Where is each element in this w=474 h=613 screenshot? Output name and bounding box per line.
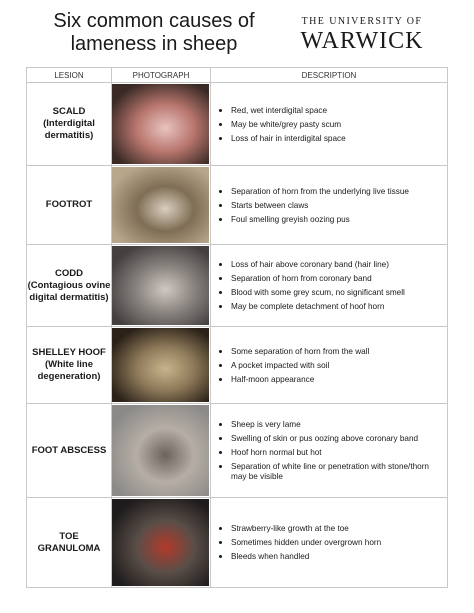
photo-cell: [112, 327, 211, 404]
column-header-lesion: LESION: [27, 68, 112, 83]
lesion-name: TOE GRANULOMA: [27, 498, 112, 588]
lesion-name: CODD (Contagious ovine digital dermatitis): [27, 245, 112, 327]
photo-cell: [112, 498, 211, 588]
description-list: [211, 419, 447, 482]
description-bullet: • Starts between claws: [231, 200, 443, 211]
description-bullet: • Red, wet interdigital space: [231, 105, 443, 116]
table-header-row: [27, 68, 448, 83]
description-bullet: • A pocket impacted with soil: [231, 360, 443, 371]
photo-cell: [112, 245, 211, 327]
table-row: [27, 166, 448, 245]
column-header-description: DESCRIPTION: [211, 68, 448, 83]
description-list: [211, 105, 447, 144]
description-bullet: • Foul smelling greyish oozing pus: [231, 214, 443, 225]
description-bullet: • Some separation of horn from the wall: [231, 346, 443, 357]
description-list: [211, 259, 447, 312]
lesion-name: SHELLEY HOOF (White line degeneration): [27, 327, 112, 404]
description-bullet: • Sometimes hidden under overgrown horn: [231, 537, 443, 548]
lesion-name: FOOT ABSCESS: [27, 404, 112, 498]
description-cell: [211, 404, 448, 498]
table-row: [27, 327, 448, 404]
photo-cell: [112, 166, 211, 245]
university-logo: [292, 16, 432, 54]
column-header-photograph: PHOTOGRAPH: [112, 68, 211, 83]
description-cell: [211, 327, 448, 404]
lesion-name: SCALD (Interdigital dermatitis): [27, 83, 112, 166]
hoof-photograph: [112, 328, 209, 402]
logo-top-text: THE UNIVERSITY OF: [301, 16, 423, 27]
hoof-photograph: [112, 499, 209, 586]
lesion-name: FOOTROT: [27, 166, 112, 245]
description-bullet: • Separation of horn from the underlying live tissue: [231, 186, 443, 197]
hoof-photograph: [112, 84, 209, 164]
description-list: [211, 346, 447, 385]
table-row: [27, 245, 448, 327]
description-bullet: • Loss of hair in interdigital space: [231, 133, 443, 144]
description-cell: [211, 83, 448, 166]
description-bullet: • Bleeds when handled: [231, 551, 443, 562]
description-bullet: • Blood with some grey scum, no significant smell: [231, 287, 443, 298]
table-row: [27, 404, 448, 498]
table-row: [27, 83, 448, 166]
description-cell: [211, 166, 448, 245]
logo-main-text: WARWICK: [300, 28, 424, 54]
description-list: [211, 523, 447, 562]
lameness-table: [26, 67, 448, 588]
description-list: [211, 186, 447, 225]
table-row: [27, 498, 448, 588]
description-bullet: • Separation of white line or penetration with stone/thorn may be visible: [231, 461, 443, 482]
hoof-photograph: [112, 246, 209, 325]
description-bullet: • Loss of hair above coronary band (hair line): [231, 259, 443, 270]
description-bullet: • Swelling of skin or pus oozing above coronary band: [231, 433, 443, 444]
description-cell: [211, 498, 448, 588]
description-bullet: • Sheep is very lame: [231, 419, 443, 430]
hoof-photograph: [112, 405, 209, 496]
description-bullet: • Separation of horn from coronary band: [231, 273, 443, 284]
description-bullet: • May be complete detachment of hoof horn: [231, 301, 443, 312]
photo-cell: [112, 83, 211, 166]
page-title: Six common causes of lameness in sheep: [53, 10, 255, 55]
description-bullet: • Strawberry-like growth at the toe: [231, 523, 443, 534]
hoof-photograph: [112, 167, 209, 243]
photo-cell: [112, 404, 211, 498]
description-bullet: • Hoof horn normal but hot: [231, 447, 443, 458]
description-cell: [211, 245, 448, 327]
description-bullet: • Half-moon appearance: [231, 374, 443, 385]
description-bullet: • May be white/grey pasty scum: [231, 119, 443, 130]
